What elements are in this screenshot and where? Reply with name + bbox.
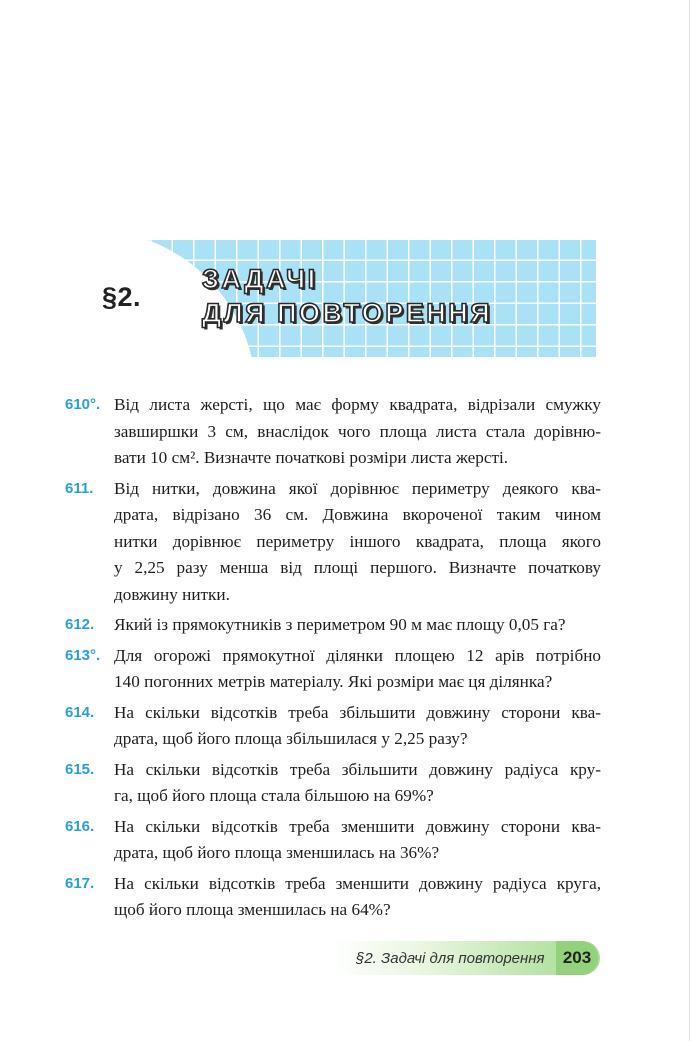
problem-number: 616. [65,817,95,835]
problem-text-line: щоб його площа зменшилась на 64%? [114,900,391,919]
problem-item [65,700,601,753]
problem-number: 615. [65,760,95,778]
problem-text-line: нитки дорівнює периметру іншого квадрата, площа якого [114,531,601,551]
problem-text-line: довжину нитки. [114,584,230,604]
problem-text-line: завширшки 3 см, внаслідок чого площа листа стала дорівню- [114,421,601,441]
problem-text-line: га, щоб його площа стала більшою на 69%? [114,786,434,805]
problem-text-line: драта, відрізано 36 см. Довжина вкороченої таким чином [114,505,601,524]
problem-item [65,871,601,924]
problem-text-line: На скільки відсотків треба збільшити довжину сторони ква- [114,702,601,722]
problem-number: 614. [65,703,95,721]
problem-text-line: драта, щоб його площа збільшилася у 2,25 разу? [114,729,468,748]
section-title-line-1: ЗАДАЧІ [202,264,318,294]
problem-text-line: Для огорожі прямокутної ділянки площею 12 арів потрібно [114,645,601,665]
section-title-line-2: ДЛЯ ПОВТОРЕННЯ [202,298,493,328]
problem-number: 613°. [65,646,101,664]
running-title: §2. Задачі для повторення [356,950,545,967]
problem-list [65,392,601,928]
problem-text-line: 140 погонних метрів матеріалу. Які розміри має ця ділянка? [114,672,553,691]
problem-text-line: На скільки відсотків треба зменшити довжину сторони ква- [114,816,601,836]
problem-item [65,476,601,609]
problem-item [65,814,601,867]
problem-number: 612. [65,616,95,633]
problem-number: 611. [65,479,94,497]
problem-number: 610°. [65,396,101,413]
problem-text-line: Від листа жерсті, що має форму квадрата, відрізали смужку [114,395,601,414]
section-number: §2. [102,282,142,312]
problem-text-line: Який із прямокутників з периметром 90 м має площу 0,05 га? [114,615,566,634]
problem-item [65,392,601,472]
problem-text-line: На скільки відсотків треба збільшити довжину радіуса кру- [114,759,601,779]
problem-item [65,757,601,810]
problem-text-line: Від нитки, довжина якої дорівнює периметру деякого ква- [114,478,601,498]
problem-text-line: вати 10 см². Визначте початкові розміри листа жерсті. [114,448,509,467]
problem-item [65,612,601,639]
section-title [202,262,492,330]
page-number: 203 [556,941,598,975]
problem-item [65,643,601,696]
problem-text-line: На скільки відсотків треба зменшити довжину радіуса круга, [114,873,601,893]
problem-text-line: драта, щоб його площа зменшилась на 36%? [114,843,440,862]
problem-text-line: у 2,25 разу менша від площі першого. Визначте початкову [114,558,601,577]
problem-number: 617. [65,874,95,892]
